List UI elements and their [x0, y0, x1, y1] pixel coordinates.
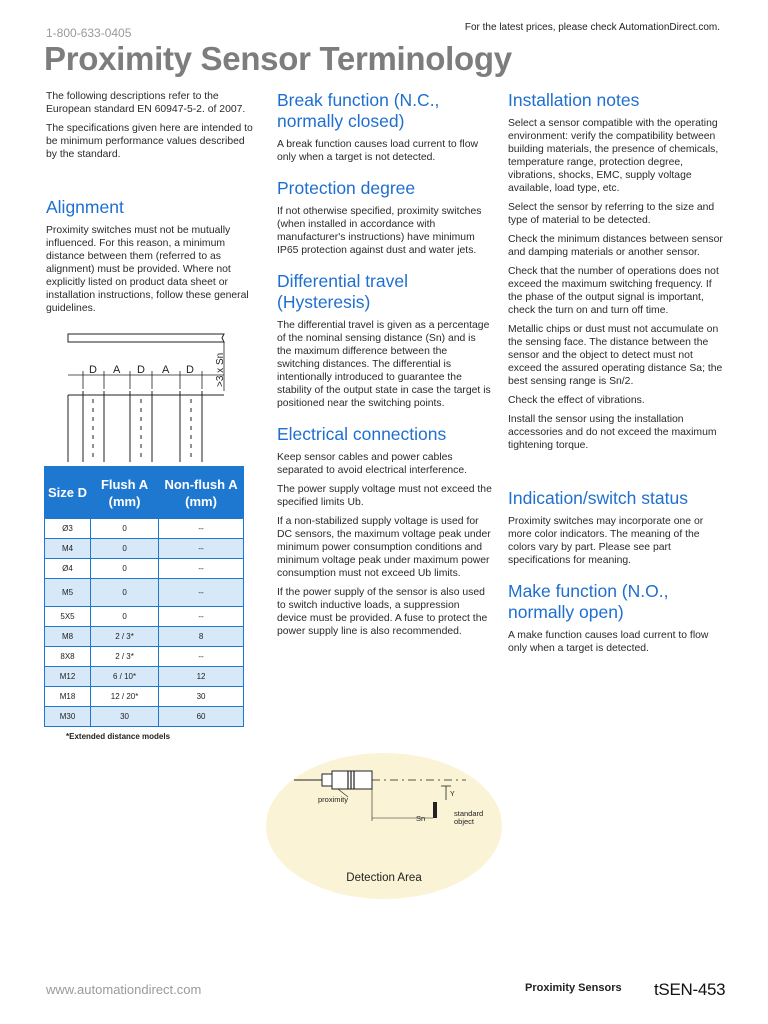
column-right — [508, 90, 726, 661]
table-cell: M8 — [45, 627, 91, 647]
heading-protection-degree: Protection degree — [277, 178, 416, 198]
diagram-label: D — [89, 364, 97, 376]
electrical-paragraph: The power supply voltage must not exceed the specified limits Ub. — [277, 484, 492, 508]
installation-paragraph: Select the sensor by referring to the size and type of material to be detected. — [508, 202, 715, 226]
table-row — [45, 559, 244, 579]
electrical-paragraph: If the power supply of the sensor is also used to switch inductive loads, a suppression device must be provided. A fuse to protect the power supply line is also recommended. — [277, 587, 488, 637]
footer-section-name: Proximity Sensors — [525, 982, 622, 994]
table-cell: 30 — [159, 687, 244, 707]
table-row — [45, 647, 244, 667]
table-cell: 8X8 — [45, 647, 91, 667]
table-cell: M5 — [45, 579, 91, 607]
table-cell: -- — [159, 647, 244, 667]
table-footnote: *Extended distance models — [66, 732, 171, 741]
installation-paragraph: Check the effect of vibrations. — [508, 395, 645, 406]
table-row — [45, 519, 244, 539]
label-standard: standard — [454, 809, 484, 818]
differential-travel-body: The differential travel is given as a percentage of the nominal sensing distance (Sn) and is the maximum difference between the switching distances. The differential is intentionally introduced to guarantee the stability of the output state in case the target is positioned near the switching points. — [277, 320, 491, 409]
electrical-paragraph: Keep sensor cables and power cables separated to avoid electrical interference. — [277, 452, 468, 476]
table-cell: 2 / 3* — [91, 647, 159, 667]
column-header: Flush A (mm) — [91, 467, 159, 519]
installation-paragraph: Install the sensor using the installation accessories and do not exceed the maximum tightening torque. — [508, 414, 717, 451]
table-row — [45, 707, 244, 727]
installation-paragraph: Metallic chips or dust must not accumulate on the sensing face. The distance between the sensor and the object to detect must not exceed the assured operating distance Sa; the best sensing range is Sn/2. — [508, 324, 723, 387]
table-cell: 0 — [91, 519, 159, 539]
table-cell: -- — [159, 607, 244, 627]
table-cell: M18 — [45, 687, 91, 707]
table-cell: 30 — [91, 707, 159, 727]
alignment-diagram — [46, 327, 244, 462]
table-cell: 6 / 10* — [91, 667, 159, 687]
diagram-side-label: >3 x Sn — [215, 352, 226, 387]
heading-electrical-connections: Electrical connections — [277, 424, 447, 444]
table-row — [45, 579, 244, 607]
intro-paragraph: The specifications given here are intended to be minimum performance values described by the standard. — [46, 123, 253, 160]
label-y: Y — [450, 791, 455, 798]
table-row — [45, 627, 244, 647]
diagram-label: D — [186, 364, 194, 376]
make-function-body: A make function causes load current to flow only when a target is detected. — [508, 630, 709, 654]
table-cell: 60 — [159, 707, 244, 727]
table-cell: Ø3 — [45, 519, 91, 539]
table-cell: M30 — [45, 707, 91, 727]
heading-installation-notes: Installation notes — [508, 90, 640, 110]
column-left — [46, 90, 256, 321]
table-cell: Ø4 — [45, 559, 91, 579]
heading-break-function: Break function (N.C., normally closed) — [277, 90, 440, 131]
heading-alignment: Alignment — [46, 197, 124, 217]
break-function-body: A break function causes load current to flow only when a target is not detected. — [277, 139, 478, 163]
footer-page-number: tSEN-453 — [654, 980, 726, 999]
table-cell: 0 — [91, 539, 159, 559]
heading-indication-status: Indication/switch status — [508, 488, 688, 508]
column-header: Size D — [45, 467, 91, 519]
table-row — [45, 667, 244, 687]
protection-degree-body: If not otherwise specified, proximity switches (when installed in accordance with manufacturer's instructions) have minimum IP65 protection against dust and water jets. — [277, 206, 482, 256]
label-object: object — [454, 817, 475, 826]
footer-website: www.automationdirect.com — [46, 982, 202, 997]
table-cell: 0 — [91, 607, 159, 627]
table-cell: -- — [159, 579, 244, 607]
table-cell: 12 — [159, 667, 244, 687]
installation-paragraph: Check the minimum distances between sensor and damping materials or another sensor. — [508, 234, 723, 258]
table-cell: -- — [159, 539, 244, 559]
label-proximity: proximity — [318, 795, 349, 804]
heading-make-function: Make function (N.O., normally open) — [508, 581, 669, 622]
table-cell: -- — [159, 519, 244, 539]
column-middle — [277, 90, 492, 644]
page-title: Proximity Sensor Terminology — [44, 40, 512, 77]
table-cell: 0 — [91, 579, 159, 607]
label-sn: Sn — [416, 814, 426, 823]
table-row — [45, 607, 244, 627]
table-cell: 0 — [91, 559, 159, 579]
table-cell: 5X5 — [45, 607, 91, 627]
detection-area-diagram — [266, 753, 502, 899]
table-cell: M4 — [45, 539, 91, 559]
table-row — [45, 687, 244, 707]
table-cell: 8 — [159, 627, 244, 647]
phone-number: 1-800-633-0405 — [46, 26, 132, 40]
table-header-row — [45, 467, 244, 519]
installation-paragraph: Select a sensor compatible with the operating environment: verify the compatibility between building materials, the presence of chemicals, temperature range, protection degree, vibrations, shocks, EMC, supply voltage available, load type, etc. — [508, 118, 719, 194]
detection-area-caption: Detection Area — [346, 872, 422, 884]
table-row — [45, 539, 244, 559]
installation-paragraph: Check that the number of operations does not exceed the maximum switching frequency. If the phase of the output signal is important, check the turn on and turn off time. — [508, 266, 719, 316]
table-cell: M12 — [45, 667, 91, 687]
column-header: Non-flush A (mm) — [159, 467, 244, 519]
table-cell: 2 / 3* — [91, 627, 159, 647]
heading-differential-travel: Differential travel (Hysteresis) — [277, 271, 408, 312]
indication-body: Proximity switches may incorporate one or more color indicators. The meaning of the colors vary by part. Please see part specifications for meaning. — [508, 516, 704, 566]
table-cell: 12 / 20* — [91, 687, 159, 707]
alignment-body: Proximity switches must not be mutually influenced. For this reason, a minimum distance between them (referred to as alignment) must be provided. Where not explicitly listed on product data sheet or installation instructions, follow these general guidelines. — [46, 225, 249, 314]
alignment-table — [44, 466, 244, 727]
diagram-label: A — [162, 364, 170, 376]
intro-paragraph: The following descriptions refer to the European standard EN 60947-5-2. of 2007. — [46, 91, 246, 115]
table-cell: -- — [159, 559, 244, 579]
diagram-label: A — [113, 364, 121, 376]
electrical-paragraph: If a non-stabilized supply voltage is used for DC sensors, the maximum voltage peak under minimum power consumption conditions and minimum voltage peak under maximum power consumption must not exceed Ub limits. — [277, 516, 491, 579]
diagram-label: D — [137, 364, 145, 376]
price-note: For the latest prices, please check AutomationDirect.com. — [464, 22, 720, 33]
